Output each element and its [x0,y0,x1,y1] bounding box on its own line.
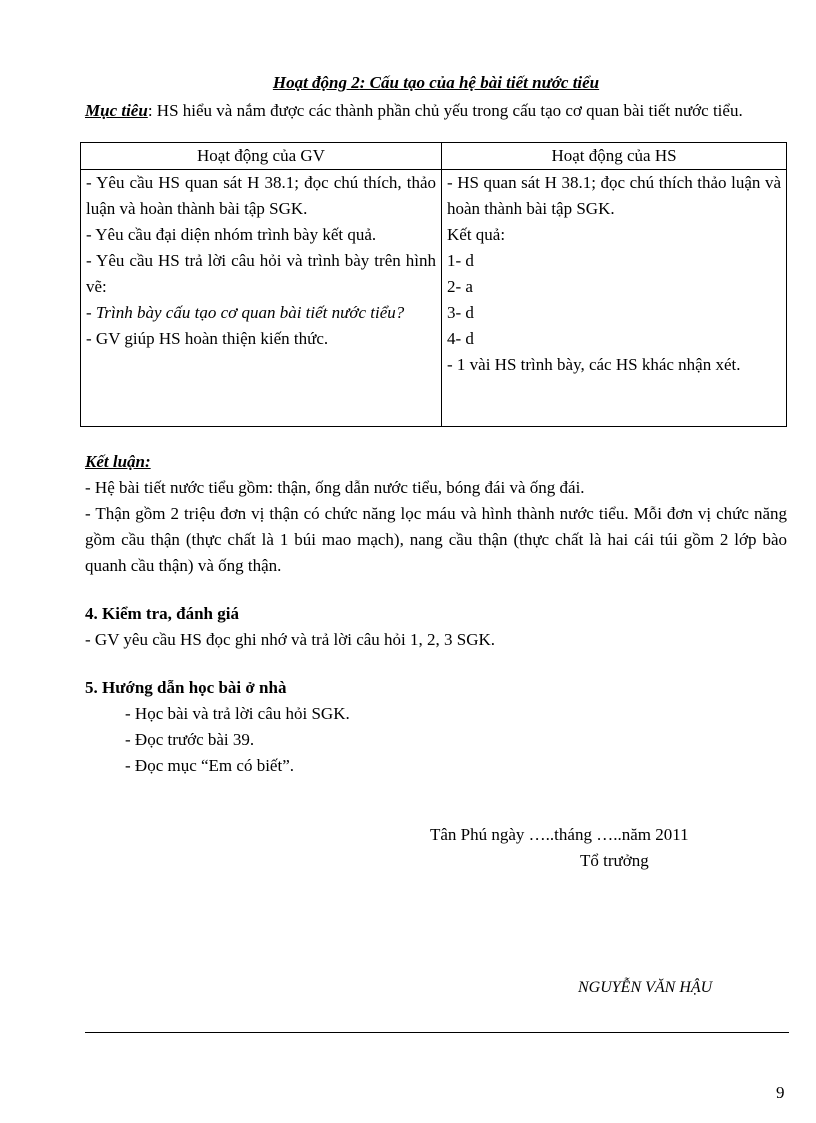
homework-item-3: - Đọc mục “Em có biết”. [125,756,294,775]
activity-title-suffix: : Cấu tạo của hệ bài tiết nước tiểu [359,73,600,92]
gv-line-1: - Yêu cầu HS quan sát H 38.1; đọc chú thích, thảo luận và hoàn thành bài tập SGK. [86,173,436,218]
conclusion-paragraph-1: - Hệ bài tiết nước tiểu gồm: thận, ống dẫn nước tiểu, bóng đái và ống đái. [85,478,585,497]
assessment-text: - GV yêu cầu HS đọc ghi nhớ và trả lời câu hỏi 1, 2, 3 SGK. [85,630,496,649]
goal-text: : HS hiểu và nắm được các thành phần chủ yếu trong cấu tạo cơ quan bài tiết nước tiểu. [147,101,743,120]
hs-result-1: 1- d [447,251,474,270]
hs-cell [442,170,787,427]
gv-line-2: - Yêu cầu đại diện nhóm trình bày kết quả. [86,225,377,244]
header-gv: Hoạt động của GV [81,143,442,170]
hs-line-1: - HS quan sát H 38.1; đọc chú thích thảo luận và hoàn thành bài tập SGK. [447,173,781,218]
table-header-row [81,143,787,170]
homework-item-1: - Học bài và trả lời câu hỏi SGK. [125,704,350,723]
activity-table [80,142,787,427]
footer-divider [85,1032,789,1033]
assessment-section [85,601,787,653]
assessment-heading: 4. Kiểm tra, đánh giá [85,604,239,623]
header-hs: Hoạt động của HS [442,143,787,170]
hs-result-4: 4- d [447,329,474,348]
hs-result-2: 2- a [447,277,473,296]
conclusion-paragraph-2: - Thận gồm 2 triệu đơn vị thận có chức năng lọc máu và hình thành nước tiểu. Mỗi đơn vị chức năng gồm cầu thận (thực chất là 1 búi mao mạch), nang cầu thận (thực chất là hai cái túi gồm 2 lớp bào quanh cầu thận) và ống thận. [85,504,787,575]
gv-cell [81,170,442,427]
document-page [85,70,787,779]
page-number: 9 [776,1083,785,1102]
conclusion-label: Kết luận: [85,452,151,471]
gv-line-4: - Trình bày cấu tạo cơ quan bài tiết nước tiểu? [86,303,405,322]
goal-paragraph [85,98,787,124]
conclusion-section [85,449,787,579]
table-row [81,170,787,427]
gv-line-5: - GV giúp HS hoàn thiện kiến thức. [86,329,329,348]
homework-item-2: - Đọc trước bài 39. [125,730,255,749]
activity-title-prefix: Hoạt động 2 [272,73,360,92]
activity-title [85,70,787,96]
hs-line-2: Kết quả: [447,225,506,244]
hs-line-3: - 1 vài HS trình bày, các HS khác nhận xét. [447,355,741,374]
goal-label: Mục tiêu [85,101,148,120]
hs-result-3: 3- d [447,303,474,322]
signature-name: NGUYỄN VĂN HẬU [578,979,713,996]
gv-line-3: - Yêu cầu HS trả lời câu hỏi và trình bày trên hình vẽ: [86,251,436,296]
homework-heading: 5. Hướng dẫn học bài ở nhà [85,678,287,697]
signature-title: Tổ trưởng [580,851,649,870]
homework-section [85,675,787,779]
signature-date: Tân Phú ngày …..tháng …..năm 2011 [430,825,689,844]
